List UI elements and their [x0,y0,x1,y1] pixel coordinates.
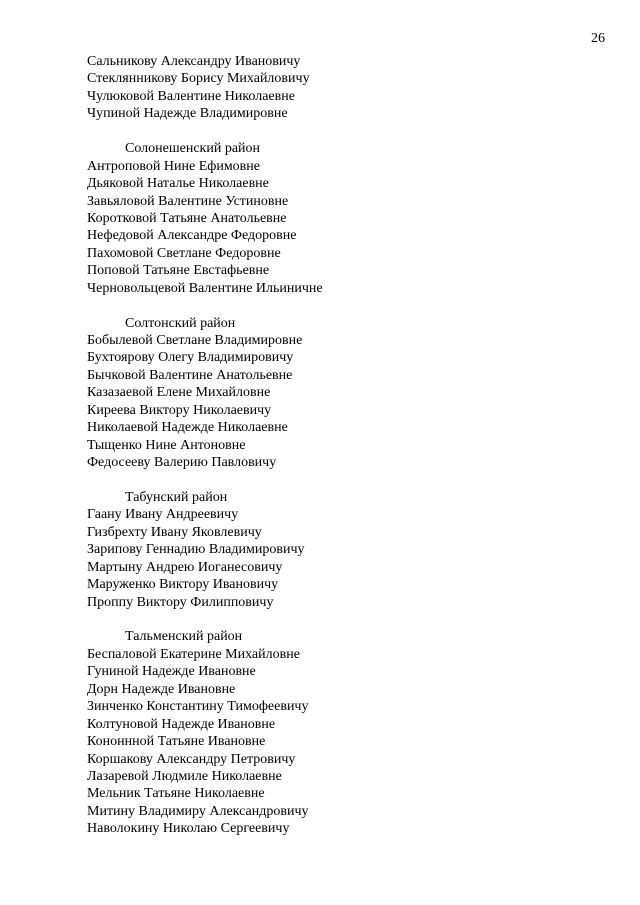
person-name: Нефедовой Александре Федоровне [87,228,297,244]
person-name: Гаану Ивану Андреевичу [87,507,239,523]
district-heading: Табунский район [125,489,228,505]
page-number: 26 [591,31,605,46]
person-name: Зинченко Константину Тимофеевичу [87,699,309,715]
person-name: Коршакову Александру Петровичу [87,751,296,767]
person-name: Завьяловой Валентине Устиновне [87,193,289,209]
person-name: Киреева Виктору Николаевичу [87,402,272,418]
person-name: Гуниной Надежде Ивановне [87,664,256,680]
person-name: Бухтоярову Олегу Владимировичу [87,350,294,366]
person-name: Проппу Виктору Филипповичу [87,594,274,610]
district-section [87,315,607,472]
person-name: Мартыну Андрею Иоганесовичу [87,559,283,575]
district-heading: Тальменский район [125,629,243,645]
district-section [87,53,607,123]
district-section [87,628,607,837]
person-name: Митину Владимиру Александровичу [87,803,309,819]
person-name: Колтуновой Надежде Ивановне [87,716,276,732]
person-name: Мельник Татьяне Николаевне [87,786,265,802]
person-name: Дьяковой Наталье Николаевне [87,176,269,192]
person-name: Коротковой Татьяне Анатольевне [87,210,287,226]
person-name: Маруженко Виктору Ивановичу [87,577,279,593]
person-name: Сальникову Александру Ивановичу [87,54,301,69]
person-name: Кононнной Татьяне Ивановне [87,734,266,750]
person-name: Казазаевой Елене Михайловне [87,385,271,401]
person-name: Зарипову Геннадию Владимировичу [87,542,305,558]
district-section [87,489,607,611]
person-name: Федосееву Валерию Павловичу [87,455,277,471]
person-name: Николаевой Надежде Николаевне [87,420,288,436]
district-heading: Солтонский район [125,315,236,331]
person-name: Антроповой Нине Ефимовне [87,158,260,174]
person-name: Пахомовой Светлане Федоровне [87,245,281,261]
person-name: Гизбрехту Ивану Яковлевичу [87,524,262,540]
person-name: Дорн Надежде Ивановне [87,681,236,697]
district-heading: Солонешенский район [125,141,261,157]
person-name: Чулюковой Валентине Николаевне [87,88,295,104]
person-name: Беспаловой Екатерине Михайловне [87,646,300,662]
person-name: Поповой Татьяне Евстафьевне [87,263,270,279]
person-name: Бобылевой Светлане Владимировне [87,333,303,348]
person-name: Наволокину Николаю Сергеевичу [87,821,290,837]
person-name: Черновольцевой Валентине Ильиничне [87,280,323,296]
person-name: Бычковой Валентине Анатольевне [87,367,293,383]
person-name: Тыщенко Нине Антоновне [87,437,246,453]
person-name: Лазаревой Людмиле Николаевне [87,768,282,784]
person-name: Чупиной Надежде Владимировне [87,106,288,122]
award-list [87,53,607,838]
person-name: Стеклянникову Борису Михайловичу [87,71,310,87]
district-section [87,140,607,297]
